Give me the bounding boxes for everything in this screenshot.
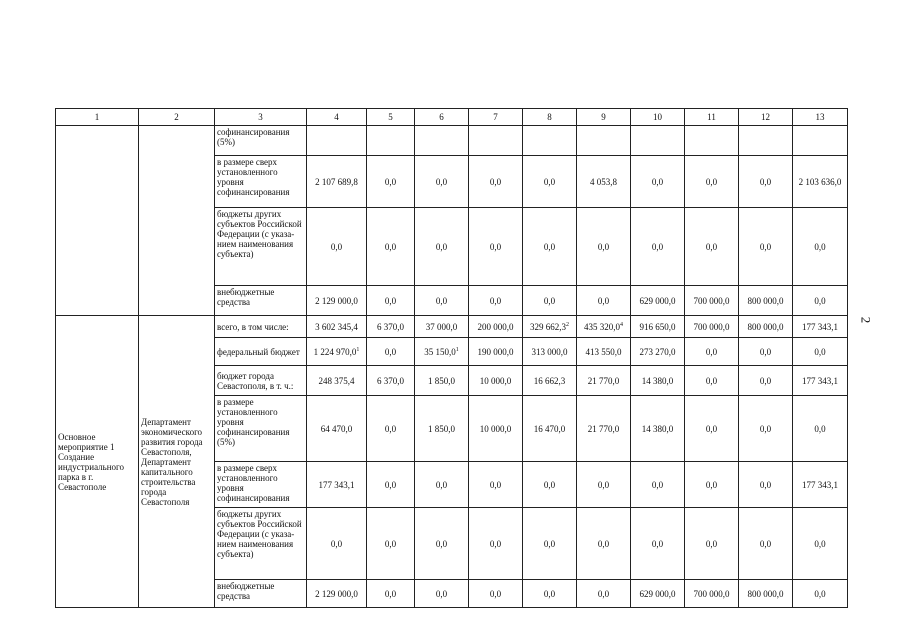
- value-cell: [367, 508, 415, 580]
- value-cell: [739, 338, 793, 366]
- value-text: 21 770,0: [587, 423, 620, 434]
- value-text: 4 053,8: [590, 176, 617, 187]
- header-cell: 11: [685, 109, 739, 126]
- value-text: 0,0: [435, 176, 448, 187]
- funding-source-cell: внебюджетные средства: [215, 286, 307, 316]
- value-cell: [577, 338, 631, 366]
- value-text: 0,0: [489, 538, 502, 549]
- header-cell: 1: [56, 109, 139, 126]
- value-cell: [631, 580, 685, 608]
- funding-source-cell: всего, в том числе:: [215, 316, 307, 338]
- value-text: 273 270,0: [639, 346, 676, 357]
- value-text: 0,0: [814, 423, 826, 434]
- value-text: 0,0: [759, 176, 772, 187]
- value-cell: [685, 156, 739, 208]
- value-text: 0,0: [597, 241, 610, 252]
- value-text: 0,0: [705, 423, 718, 434]
- value-cell: [631, 286, 685, 316]
- value-cell: [307, 126, 367, 156]
- header-cell: 6: [415, 109, 469, 126]
- value-cell: [469, 208, 523, 286]
- value-cell: [415, 316, 469, 338]
- value-cell: [469, 580, 523, 608]
- value-cell: [685, 286, 739, 316]
- value-text: 629 000,0: [639, 295, 676, 306]
- value-text: 2 129 000,0: [315, 588, 358, 599]
- value-text: 0,0: [543, 241, 556, 252]
- value-cell: [415, 580, 469, 608]
- funding-source-cell: федеральный бюджет: [215, 338, 307, 366]
- value-text: 0,0: [705, 479, 718, 490]
- value-text: 0,0: [597, 538, 610, 549]
- value-text: 700 000,0: [693, 588, 730, 599]
- funding-source-cell: в размере установленного уровня софинансирования (5%): [215, 396, 307, 462]
- value-text: 0,0: [435, 479, 448, 490]
- value-text: 0,0: [705, 538, 718, 549]
- value-text: 64 470,0: [320, 423, 353, 434]
- header-cell: 2: [139, 109, 215, 126]
- header-cell: 7: [469, 109, 523, 126]
- value-text: 313 000,0: [531, 346, 568, 357]
- value-text: 0,0: [759, 479, 772, 490]
- value-text: 0,0: [651, 176, 664, 187]
- value-cell: [523, 508, 577, 580]
- value-text: 0,0: [705, 176, 718, 187]
- footnote-marker: 1: [455, 346, 459, 353]
- value-cell: [307, 580, 367, 608]
- value-text: 1 224 970,0: [313, 346, 357, 357]
- value-cell: [577, 396, 631, 462]
- value-cell: [685, 396, 739, 462]
- value-cell: [307, 462, 367, 508]
- executor-cell: [139, 126, 215, 316]
- value-cell: [685, 580, 739, 608]
- value-text: 0,0: [759, 241, 772, 252]
- value-text: 10 000,0: [479, 423, 512, 434]
- value-text: 0,0: [759, 346, 772, 357]
- value-text: 0,0: [384, 423, 397, 434]
- value-cell: [367, 366, 415, 396]
- value-text: 0,0: [814, 538, 826, 549]
- value-cell: [631, 508, 685, 580]
- value-cell: [793, 156, 848, 208]
- value-text: 37 000,0: [425, 321, 458, 332]
- value-cell: [307, 316, 367, 338]
- value-cell: [523, 316, 577, 338]
- value-text: 0,0: [814, 295, 826, 306]
- header-cell: 12: [739, 109, 793, 126]
- header-cell: 3: [215, 109, 307, 126]
- value-cell: [685, 508, 739, 580]
- value-text: 2 103 636,0: [798, 176, 842, 187]
- footnote-marker: 4: [620, 321, 623, 328]
- value-cell: [793, 208, 848, 286]
- value-cell: [685, 208, 739, 286]
- value-cell: [367, 286, 415, 316]
- header-cell: 9: [577, 109, 631, 126]
- value-text: 0,0: [759, 423, 772, 434]
- value-text: 0,0: [543, 176, 556, 187]
- value-cell: [307, 208, 367, 286]
- value-cell: [415, 208, 469, 286]
- page-number: 2: [858, 316, 874, 324]
- value-text: 800 000,0: [747, 295, 784, 306]
- value-cell: [307, 338, 367, 366]
- value-cell: [793, 338, 848, 366]
- value-cell: [469, 508, 523, 580]
- value-cell: [631, 316, 685, 338]
- value-text: 0,0: [651, 538, 664, 549]
- value-text: 413 550,0: [585, 346, 622, 357]
- value-cell: [631, 126, 685, 156]
- value-cell: [793, 580, 848, 608]
- value-cell: [367, 126, 415, 156]
- value-text: 0,0: [705, 241, 718, 252]
- value-text: 0,0: [435, 588, 448, 599]
- value-text: 0,0: [543, 479, 556, 490]
- value-cell: [793, 508, 848, 580]
- value-text: 3 602 345,4: [315, 321, 358, 332]
- table-row: [56, 316, 848, 338]
- value-cell: [577, 462, 631, 508]
- measure-cell: [56, 126, 139, 316]
- value-cell: [469, 396, 523, 462]
- value-text: 0,0: [384, 479, 397, 490]
- funding-source-cell: бюджеты других субъектов Российской Федерации (с указа-нием наименования субъекта): [215, 508, 307, 580]
- value-cell: [739, 462, 793, 508]
- table-body: [56, 126, 848, 608]
- value-cell: [307, 508, 367, 580]
- value-text: 190 000,0: [477, 346, 514, 357]
- value-text: 177 343,1: [802, 375, 838, 386]
- funding-source-cell: внебюджетные средства: [215, 580, 307, 608]
- value-text: 0,0: [814, 241, 826, 252]
- value-cell: [523, 156, 577, 208]
- value-text: 1 850,0: [428, 423, 455, 434]
- value-cell: [523, 208, 577, 286]
- value-cell: [631, 396, 685, 462]
- funding-source-cell: в размере сверх установленного уровня софинансирования: [215, 156, 307, 208]
- value-text: 435 320,0: [584, 321, 620, 332]
- value-text: 0,0: [543, 295, 556, 306]
- value-text: 0,0: [814, 346, 826, 357]
- value-text: 0,0: [330, 241, 343, 252]
- funding-source-cell: бюджеты других субъектов Российской Федерации (с указа-нием наименования субъекта): [215, 208, 307, 286]
- value-text: 177 343,1: [802, 321, 838, 332]
- value-cell: [631, 156, 685, 208]
- value-cell: [469, 338, 523, 366]
- value-text: 629 000,0: [639, 588, 676, 599]
- value-cell: [631, 366, 685, 396]
- value-cell: [415, 396, 469, 462]
- value-text: 0,0: [384, 176, 397, 187]
- value-cell: [793, 286, 848, 316]
- value-cell: [469, 316, 523, 338]
- value-text: 10 000,0: [479, 375, 512, 386]
- value-cell: [367, 156, 415, 208]
- value-cell: [631, 208, 685, 286]
- value-cell: [739, 396, 793, 462]
- value-cell: [469, 366, 523, 396]
- value-text: 177 343,1: [318, 479, 355, 490]
- header-cell: 4: [307, 109, 367, 126]
- value-text: 0,0: [814, 588, 826, 599]
- value-cell: [793, 126, 848, 156]
- value-cell: [523, 286, 577, 316]
- value-cell: [685, 316, 739, 338]
- budget-table: [55, 108, 848, 608]
- value-cell: [469, 156, 523, 208]
- value-cell: [577, 126, 631, 156]
- value-cell: [307, 366, 367, 396]
- value-cell: [367, 462, 415, 508]
- value-cell: [415, 126, 469, 156]
- value-cell: [739, 580, 793, 608]
- value-text: 0,0: [435, 295, 448, 306]
- value-text: 0,0: [597, 588, 610, 599]
- value-cell: [367, 316, 415, 338]
- header-cell: 5: [367, 109, 415, 126]
- value-cell: [631, 462, 685, 508]
- header-cell: 10: [631, 109, 685, 126]
- value-text: 0,0: [489, 295, 502, 306]
- value-cell: [367, 396, 415, 462]
- header-cell: 13: [793, 109, 848, 126]
- value-text: 0,0: [489, 176, 502, 187]
- value-text: 2 129 000,0: [315, 295, 358, 306]
- value-text: 0,0: [705, 346, 718, 357]
- value-cell: [415, 286, 469, 316]
- value-cell: [469, 462, 523, 508]
- funding-source-cell: софинансирования (5%): [215, 126, 307, 156]
- value-cell: [415, 366, 469, 396]
- value-cell: [793, 366, 848, 396]
- value-cell: [793, 396, 848, 462]
- value-cell: [685, 366, 739, 396]
- value-cell: [523, 338, 577, 366]
- value-text: 248 375,4: [318, 375, 355, 386]
- value-cell: [307, 286, 367, 316]
- value-text: 0,0: [384, 538, 397, 549]
- funding-source-cell: в размере сверх установленного уровня софинансирования: [215, 462, 307, 508]
- value-cell: [739, 208, 793, 286]
- value-text: 177 343,1: [802, 479, 838, 490]
- value-text: 329 662,3: [530, 321, 566, 332]
- value-cell: [523, 396, 577, 462]
- value-text: 6 370,0: [377, 321, 404, 332]
- value-cell: [793, 316, 848, 338]
- value-text: 0,0: [384, 295, 397, 306]
- header-row: [56, 109, 848, 126]
- value-text: 0,0: [330, 538, 343, 549]
- value-text: 0,0: [384, 588, 397, 599]
- value-text: 16 470,0: [533, 423, 566, 434]
- value-text: 0,0: [489, 241, 502, 252]
- value-text: 1 850,0: [428, 375, 455, 386]
- value-text: 800 000,0: [747, 321, 784, 332]
- value-text: 14 380,0: [641, 423, 674, 434]
- value-cell: [367, 338, 415, 366]
- value-text: 0,0: [651, 479, 664, 490]
- value-cell: [793, 462, 848, 508]
- value-text: 16 662,3: [533, 375, 566, 386]
- value-cell: [577, 316, 631, 338]
- header-cell: 8: [523, 109, 577, 126]
- value-cell: [415, 508, 469, 580]
- value-text: 21 770,0: [587, 375, 620, 386]
- value-cell: [739, 286, 793, 316]
- value-cell: [577, 286, 631, 316]
- value-cell: [739, 126, 793, 156]
- value-cell: [415, 338, 469, 366]
- value-cell: [577, 156, 631, 208]
- value-text: 0,0: [597, 479, 610, 490]
- value-cell: [577, 208, 631, 286]
- value-text: 0,0: [435, 538, 448, 549]
- value-text: 6 370,0: [377, 375, 404, 386]
- value-cell: [685, 462, 739, 508]
- value-text: 35 150,0: [424, 346, 456, 357]
- value-text: 800 000,0: [747, 588, 784, 599]
- value-cell: [307, 396, 367, 462]
- value-cell: [367, 208, 415, 286]
- measure-cell: Основное мероприятие 1 Создание индустриального парка в г. Севастополе: [56, 316, 139, 608]
- value-text: 200 000,0: [477, 321, 514, 332]
- value-text: 916 650,0: [639, 321, 676, 332]
- value-cell: [577, 508, 631, 580]
- value-cell: [415, 156, 469, 208]
- value-cell: [523, 462, 577, 508]
- value-text: 0,0: [489, 588, 502, 599]
- value-cell: [577, 580, 631, 608]
- value-cell: [739, 156, 793, 208]
- value-text: 700 000,0: [693, 321, 730, 332]
- value-cell: [739, 508, 793, 580]
- value-cell: [631, 338, 685, 366]
- value-cell: [307, 156, 367, 208]
- value-cell: [739, 316, 793, 338]
- value-text: 0,0: [384, 241, 397, 252]
- value-text: 0,0: [489, 479, 502, 490]
- value-text: 0,0: [759, 538, 772, 549]
- value-text: 0,0: [384, 346, 397, 357]
- value-cell: [415, 462, 469, 508]
- value-text: 0,0: [705, 375, 718, 386]
- value-cell: [367, 580, 415, 608]
- value-cell: [523, 366, 577, 396]
- value-cell: [739, 366, 793, 396]
- value-cell: [523, 126, 577, 156]
- executor-cell: Департамент экономического развития города Севастополя, Департамент капитального строительства города Севастополя: [139, 316, 215, 608]
- value-cell: [577, 366, 631, 396]
- footnote-marker: 2: [566, 321, 569, 328]
- value-cell: [469, 126, 523, 156]
- value-cell: [523, 580, 577, 608]
- value-text: 0,0: [435, 241, 448, 252]
- value-cell: [685, 338, 739, 366]
- value-text: 700 000,0: [693, 295, 730, 306]
- table-row: [56, 126, 848, 156]
- value-text: 0,0: [543, 588, 556, 599]
- value-cell: [685, 126, 739, 156]
- value-text: 0,0: [651, 241, 664, 252]
- footnote-marker: 1: [356, 346, 360, 353]
- value-text: 0,0: [543, 538, 556, 549]
- value-text: 0,0: [597, 295, 610, 306]
- funding-source-cell: бюджет города Севастополя, в т. ч.:: [215, 366, 307, 396]
- value-text: 2 107 689,8: [315, 176, 358, 187]
- value-text: 14 380,0: [641, 375, 674, 386]
- value-text: 0,0: [759, 375, 772, 386]
- value-cell: [469, 286, 523, 316]
